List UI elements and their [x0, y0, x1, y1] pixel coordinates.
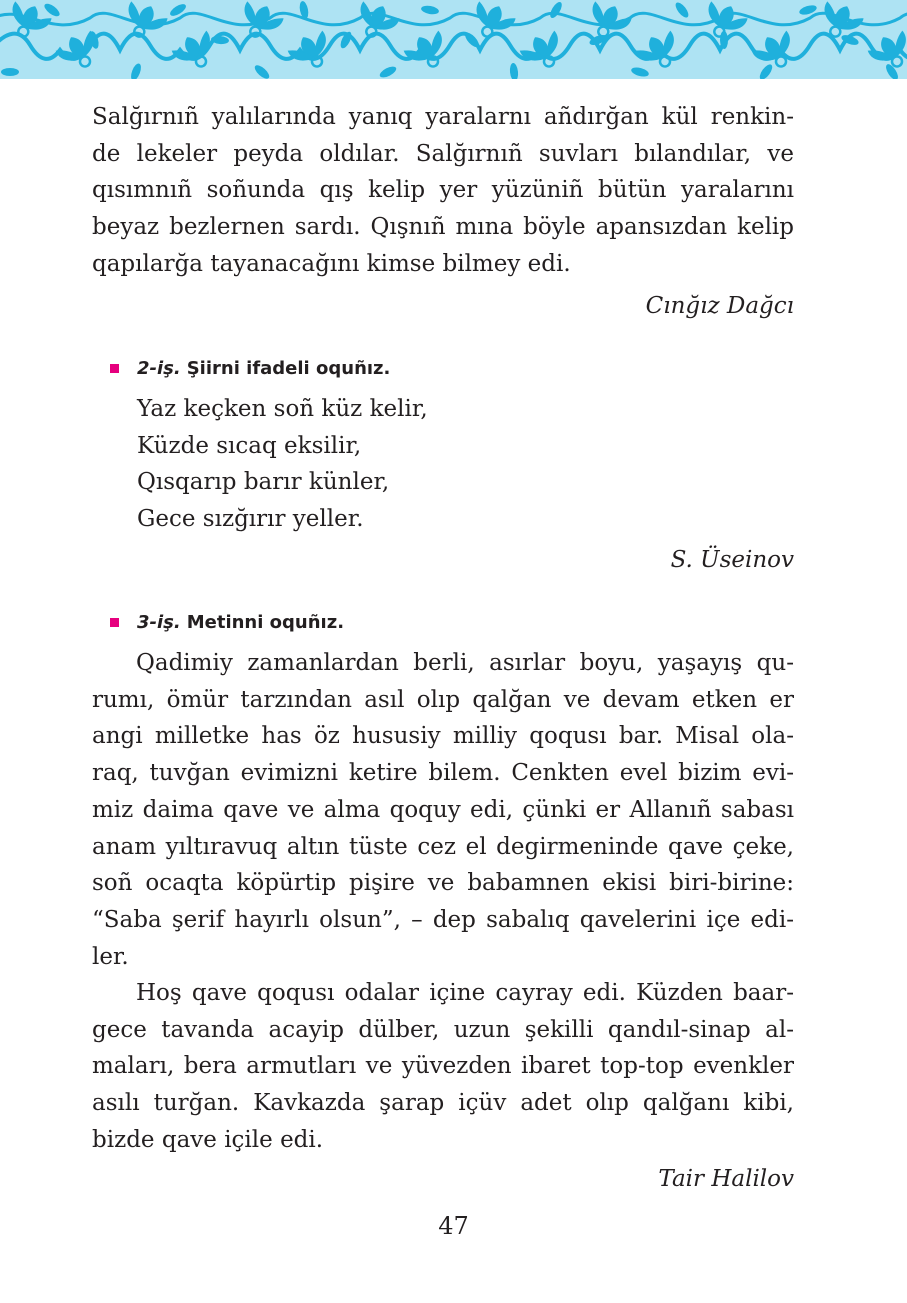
- text-line: qısımnıñ soñunda qış kelip yer yüzüniñ bütün yaralarını: [92, 177, 794, 204]
- author-signature-3: Tair Halilov: [658, 1166, 794, 1192]
- text-line: asılı turğan. Kavkazda şarap içüv adet olıp qalğanı kibi,: [92, 1090, 794, 1117]
- page-number: 47: [438, 1212, 469, 1240]
- bullet-square-icon: [110, 364, 119, 373]
- header-banner: [0, 0, 907, 82]
- prose-paragraph-1: [92, 99, 794, 283]
- text-line: “Saba şerif hayırlı olsun”, – dep sabalıq qavelerini içe edi-: [92, 906, 794, 933]
- author-signature-1: Cınğız Dağcı: [645, 293, 794, 319]
- text-line: de lekeler peyda oldılar. Salğırnıñ suvları bılandılar, ve: [92, 140, 794, 167]
- text-line: soñ ocaqta köpürtip pişire ve babamnen ekisi biri-birine:: [92, 870, 794, 897]
- text-line: angi milletke has öz hususiy milliy qoqusı bar. Misal ola-: [92, 723, 794, 750]
- task-number: 3-iş.: [137, 612, 181, 633]
- text-line: qapılarğa tayanacağını kimse bilmey edi.: [92, 250, 571, 277]
- task-number: 2-iş.: [137, 358, 181, 379]
- task-instruction: Şiirni ifadeli oquñız.: [186, 358, 391, 379]
- author-signature-2: S. Üseinov: [670, 547, 794, 573]
- text-line: raq, tuvğan evimizni ketire bilem. Cenkten evel bizim evi-: [92, 760, 794, 787]
- poem: [137, 391, 428, 538]
- poem-line: Qısqarıp barır künler,: [137, 469, 390, 496]
- text-line: Qadimiy zamanlardan berli, asırlar boyu, yaşayış qu-: [136, 650, 794, 676]
- text-line: gece tavanda acayip dülber, uzun şekilli qandıl-sinap al-: [92, 1016, 794, 1043]
- text-line: bizde qave içile edi.: [92, 1126, 324, 1153]
- bullet-square-icon: [110, 618, 119, 627]
- floral-ornament-icon: [0, 0, 907, 82]
- text-line: miz daima qave ve alma qoquy edi, çünki er Allanıñ sabası: [92, 796, 794, 823]
- text-line: rumı, ömür tarzından asıl olıp qalğan ve devam etken er: [92, 686, 794, 713]
- task-heading-3: [110, 612, 344, 633]
- text-line: Hoş qave qoqusı odalar içine cayray edi. Küzden baar-: [136, 980, 794, 1006]
- text-line: Salğırnıñ yalılarında yanıq yaralarnı añdırğan kül renkin-: [92, 104, 794, 130]
- text-line: ler.: [92, 943, 129, 970]
- prose-paragraph-2: [92, 645, 794, 975]
- prose-paragraph-3: [92, 975, 794, 1159]
- text-line: anam yıltıravuq altın tüste cez el degirmeninde qave çeke,: [92, 833, 794, 860]
- poem-line: Yaz keçken soñ küz kelir,: [137, 396, 428, 422]
- poem-line: Küzde sıcaq eksilir,: [137, 432, 362, 459]
- text-line: beyaz bezlernen sardı. Qışnıñ mına böyle apansızdan kelip: [92, 214, 794, 241]
- task-instruction: Metinni oquñız.: [186, 612, 345, 633]
- poem-line: Gece sızğırır yeller.: [137, 506, 364, 533]
- text-line: maları, bera armutları ve yüvezden ibaret top-top evenkler: [92, 1053, 794, 1080]
- task-heading-2: [110, 358, 390, 379]
